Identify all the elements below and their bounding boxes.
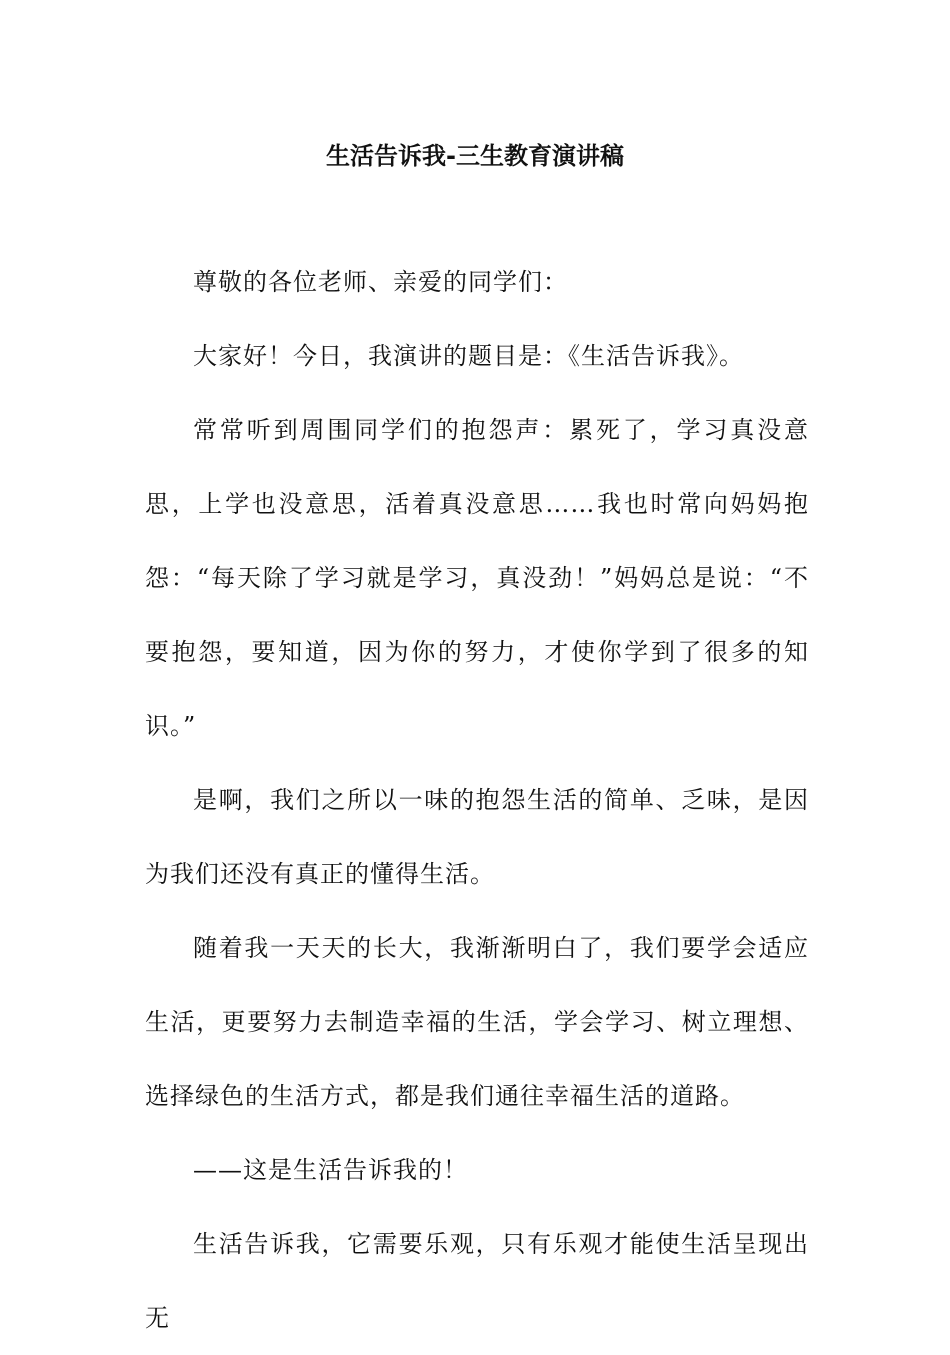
paragraph-growth: 随着我一天天的长大，我渐渐明白了，我们要学会适应生活，更要努力去制造幸福的生活，学会学习、树立理想、选择绿色的生活方式，都是我们通往幸福生活的道路。 [145,934,809,1110]
paragraph-lesson: ——这是生活告诉我的！ [193,1156,468,1184]
document-body [145,245,809,1355]
paragraph-complaints: 常常听到周围同学们的抱怨声：累死了，学习真没意思，上学也没意思，活着真没意思……我也时常向妈妈抱怨：“每天除了学习就是学习，真没劲！”妈妈总是说：“不要抱怨，要知道，因为你的努力，才使你学到了很多的知识。” [145,416,809,740]
paragraph-intro: 大家好！今日，我演讲的题目是：《生活告诉我》。 [193,342,744,370]
paragraph-reflection: 是啊，我们之所以一味的抱怨生活的简单、乏味，是因为我们还没有真正的懂得生活。 [145,786,809,888]
paragraph-greeting: 尊敬的各位老师、亲爱的同学们： [193,268,568,296]
paragraph-optimism: 生活告诉我，它需要乐观，只有乐观才能使生活呈现出无 [145,1230,809,1332]
document-title: 生活告诉我-三生教育演讲稿 [326,142,624,170]
